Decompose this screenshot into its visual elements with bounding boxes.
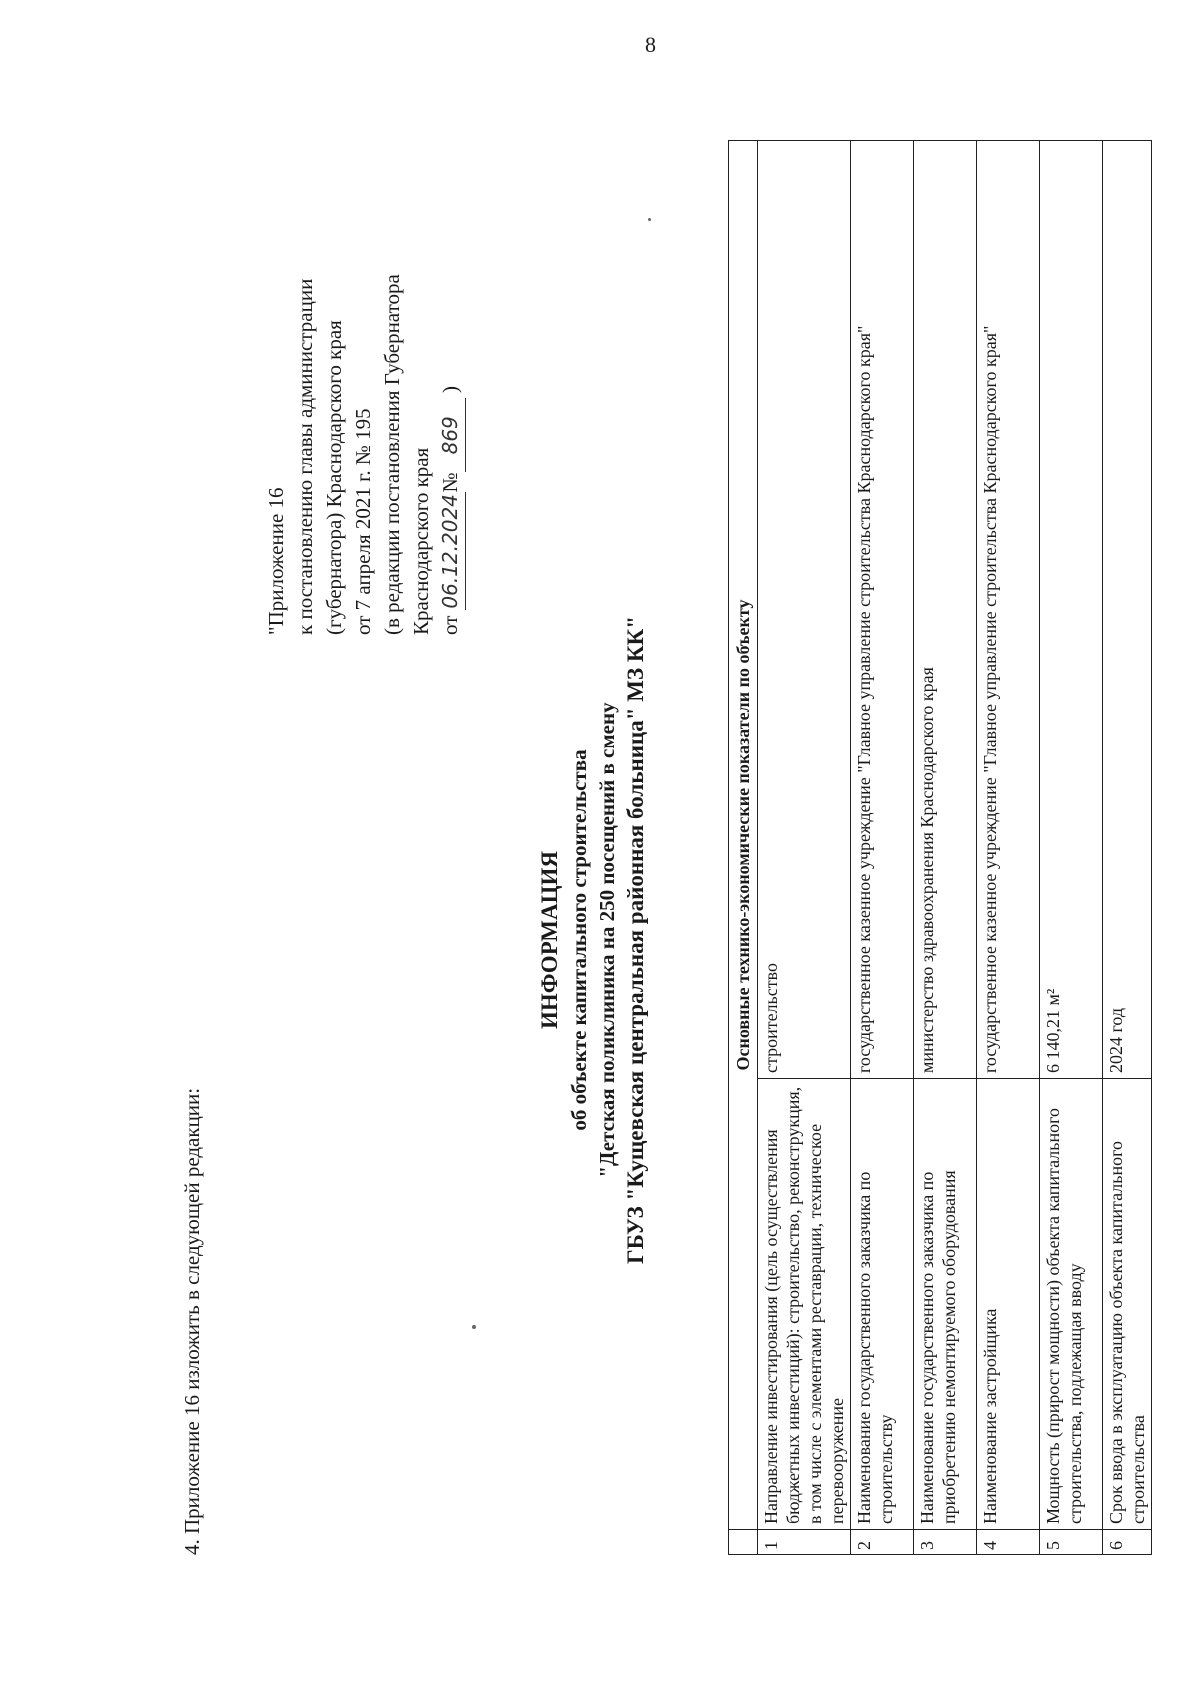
row-parameter: Срок ввода в эксплуатацию объекта капитального строительства xyxy=(1103,1079,1152,1530)
heading-line: об объекте капитального строительства xyxy=(567,749,591,1131)
appendix-date-line xyxy=(436,75,466,635)
row-value: государственное казенное учреждение "Главное управление строительства Краснодарского края" xyxy=(851,141,914,1079)
appendix-line: (губернатора) Краснодарского края xyxy=(322,320,346,635)
appendix-line: от 7 апреля 2021 г. № 195 xyxy=(351,408,375,635)
table-header: Основные технико-экономические показатели по объекту xyxy=(729,141,758,1530)
table-row xyxy=(1103,141,1152,1555)
row-value: строительство xyxy=(758,141,851,1079)
number-label: № xyxy=(438,472,462,493)
row-parameter: Направление инвестирования (цель осуществления бюджетных инвестиций): строительство, реконструкция, в том числе с элементами реставрации, техническое перевооружение xyxy=(758,1079,851,1530)
row-parameter: Наименование государственного заказчика по приобретению немонтируемого оборудования xyxy=(914,1079,977,1530)
appendix-reference xyxy=(262,75,466,635)
row-number: 4 xyxy=(977,1530,1040,1555)
appendix-line: "Приложение 16 xyxy=(264,487,288,635)
row-parameter: Наименование государственного заказчика по строительству xyxy=(851,1079,914,1530)
indicators-table xyxy=(728,140,1152,1555)
row-number: 5 xyxy=(1040,1530,1103,1555)
table-row xyxy=(977,141,1040,1555)
date-prefix: от xyxy=(438,615,462,635)
row-number: 6 xyxy=(1103,1530,1152,1555)
row-parameter: Наименование застройщика xyxy=(977,1079,1040,1530)
heading-line: ГБУЗ "Кущевская центральная районная больница" МЗ КК" xyxy=(623,616,648,1264)
row-number: 1 xyxy=(758,1530,851,1555)
handwritten-number: 869 xyxy=(436,398,466,472)
table-header-empty-cell xyxy=(729,1530,758,1555)
row-value: 6 140,21 м² xyxy=(1040,141,1103,1079)
handwritten-date: 06.12.2024 xyxy=(436,492,466,610)
table-row xyxy=(758,141,851,1555)
page-number: 8 xyxy=(645,32,656,57)
landscape-content xyxy=(180,95,1148,1555)
appendix-line: к постановлению главы администрации xyxy=(293,278,317,635)
intro-text: 4. Приложение 16 изложить в следующей редакции: xyxy=(180,1087,204,1555)
table-row xyxy=(851,141,914,1555)
document-heading xyxy=(535,325,651,1555)
closing-bracket: ) xyxy=(438,386,462,394)
appendix-line: Краснодарского края xyxy=(409,447,433,635)
heading-line: "Детская поликлиника на 250 посещений в смену xyxy=(595,702,619,1178)
appendix-line: (в редакции постановления Губернатора xyxy=(380,274,404,635)
heading-title: ИНФОРМАЦИЯ xyxy=(537,850,562,1030)
table-row xyxy=(1040,141,1103,1555)
row-value: министерство здравоохранения Краснодарского края xyxy=(914,141,977,1079)
row-value: государственное казенное учреждение "Главное управление строительства Краснодарского края" xyxy=(977,141,1040,1079)
row-parameter: Мощность (прирост мощности) объекта капитального строительства, подлежащая вводу xyxy=(1040,1079,1103,1530)
table-header-row xyxy=(729,141,758,1555)
row-number: 2 xyxy=(851,1530,914,1555)
row-number: 3 xyxy=(914,1530,977,1555)
table-row xyxy=(914,141,977,1555)
row-value: 2024 год xyxy=(1103,141,1152,1079)
